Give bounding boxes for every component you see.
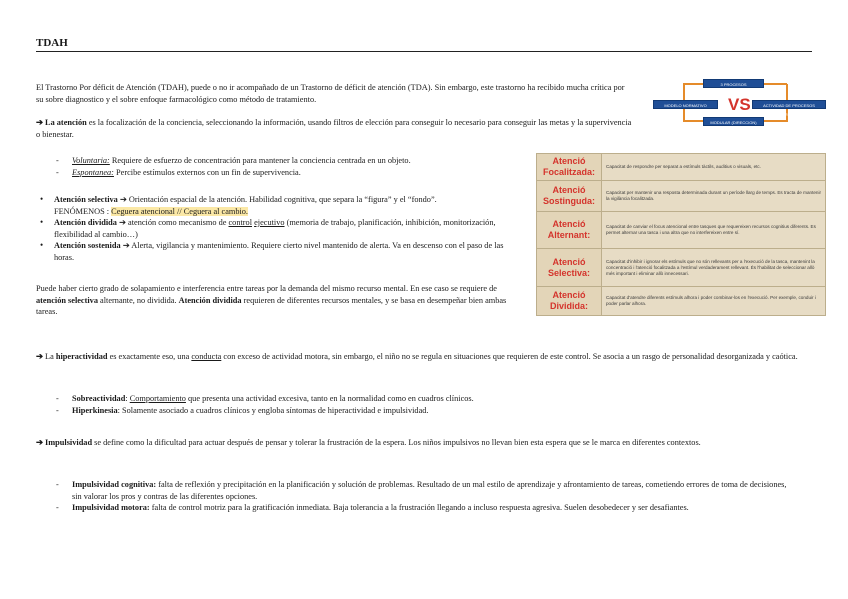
diagram-connector	[764, 120, 788, 122]
list-item: - Espontanea: Percibe estímulos externos con un fin de supervivencia.	[56, 167, 301, 177]
table-row: Atenció Selectiva: Capacitat d'inhibir i ignorar els estímuls que no són rellevants per a l'execució de la tasca, mantenint la concentració i l'atenció focalitzada a l'estímul verdaderament rellevant. És l'habilitat de seleccionar allò més important i eliminar allò innecessari.	[537, 249, 826, 287]
table-row: Atenció Sostinguda: Capacitat per mantenir una resposta determinada durant un període llarg de temps. Es tracta de mantenir la vigilància focalitzada.	[537, 181, 826, 212]
list-item: • Atención selectiva ➔ Orientación espacial de la atención. Habilidad cognitiva, que separa la “figura” y el “fondo”. FENÓMENOS : Ceguera atencional // Ceguera al cambio.	[40, 194, 437, 216]
arrow-icon: ➔	[36, 438, 43, 447]
impulsividad-paragraph: ➔ Impulsividad se define como la dificultad para actuar después de pensar y tolerar la frustración de la espera. Los niños impulsivos no llevan bien esta espera que se le marca en diferentes contextos.	[36, 438, 701, 447]
diagram-connector	[763, 83, 787, 85]
title-divider	[36, 51, 812, 52]
diagram-top-box: 3 PROCESOS	[703, 79, 764, 88]
diagram-right-box: ACTIVIDAD DE PROCESOS RESTRICTIVOS	[752, 100, 826, 109]
arrow-icon: ➔	[36, 118, 43, 127]
diagram-connector	[786, 84, 788, 100]
list-item: • Atención dividida ➔ atención como mecanismo de control ejecutivo (memoria de trabajo, planificación, inhibición, monitorización, flexibilidad al cambio…)	[40, 217, 496, 239]
diagram-connector	[683, 83, 703, 85]
list-item: • Atención sostenida ➔ Alerta, vigilancia y mantenimiento. Requiere cierto nivel mantenido de alerta. Va en descenso con el paso de las horas.	[40, 240, 504, 262]
attention-types-table	[536, 153, 826, 316]
table-row: Atenció Focalitzada: Capacitat de respondre per separat a estímuls tàctils, auditius o visuals, etc.	[537, 154, 826, 181]
table-row: Atenció Dividida: Capacitat d'atendre diferents estímuls alhora i poder combinar-los en l'execució. Per exemple, conduir i poder parlar alhora.	[537, 287, 826, 316]
hiperactividad-paragraph: ➔ La hiperactividad es exactamente eso, una conducta con exceso de actividad motora, sin embargo, el niño no se regula en situaciones que requieren de este control. Se asocia a un rasgo de personalidad desorganizada y caótica.	[36, 352, 798, 361]
list-item: - Sobreactividad: Comportamiento que presenta una actividad excesiva, tanto en la normalidad como en cuadros clínicos.	[56, 394, 474, 403]
list-item: - Hiperkinesia: Solamente asociado a cuadros clínicos y engloba síntomas de hiperactividad e impulsividad.	[56, 405, 429, 415]
bullet-icon: •	[40, 194, 44, 204]
bullet-icon: •	[40, 217, 44, 227]
diagram-connector	[683, 84, 685, 100]
voluntaria-term: Voluntaria:	[72, 156, 110, 165]
list-item: - Impulsividad cognitiva: falta de reflexión y precipitación en la planificación y solución de problemas. Resultado de un mal estilo de aprendizaje y afrontamiento de tareas, cometiendo errores de toma de decisiones, sin valorar los pros y contras de las diferentes opciones.	[56, 480, 787, 501]
overlap-paragraph: Puede haber cierto grado de solapamiento e interferencia entre tareas por la demanda del mismo recurso mental. En ese caso se requiere de atención selectiva alternante, no dividida. Atención dividida requieren de diferentes recursos mentales, y se basa en desempeñar bien ambas tareas.	[36, 284, 507, 316]
atencion-paragraph	[36, 117, 634, 140]
atencion-text: es la focalización de la conciencia, seleccionando la información, usando filtros de elección para conseguir lo necesario para conseguir las metas y la supervivencia o bienestar.	[36, 118, 632, 139]
diagram-bottom-box: MODULAR (DIRECCION)	[703, 117, 764, 126]
list-item: - Voluntaria: Requiere de esfuerzo de concentración para mantener la conciencia centrada en un objeto.	[56, 156, 411, 165]
impulsividad-list	[56, 479, 792, 514]
atencion-term: La atención	[45, 118, 87, 127]
page-title: TDAH	[36, 37, 68, 49]
bullet-icon: •	[40, 240, 44, 250]
arrow-icon: ➔	[36, 352, 43, 361]
table-row: Atenció Alternant: Capacitat de canviar el focus atencional entre tasques que requereixen recursos cognitius diferents. Es permet alternar una tasca i una altra que no interfereixen entre sí.	[537, 212, 826, 249]
vs-label: VS	[728, 95, 751, 114]
highlighted-phenomena: Ceguera atencional // Ceguera al cambio.	[111, 206, 249, 216]
attention-bullets	[40, 194, 524, 263]
espontanea-term: Espontanea:	[72, 167, 114, 177]
diagram-connector	[683, 120, 703, 122]
diagram-left-box: MODELO NORMATIVO	[653, 100, 718, 109]
attention-types-list	[56, 155, 512, 178]
list-item: - Impulsividad motora: falta de control motriz para la gratificación inmediata. Baja tolerancia a la frustración llegando a incluso respuesta agresiva. Suelen desobedecer y ser desafiantes.	[56, 503, 689, 512]
hiperactividad-list	[56, 393, 812, 416]
intro-paragraph: El Trastorno Por déficit de Atención (TDAH), puede o no ir acompañado de un Trastorno de déficit de atención (TDA). Sin embargo, este trastorno ha recibido mucha crítica por su sobre diagnostico y el sobre enfoque farmacológico como método de tratamiento.	[36, 83, 625, 104]
